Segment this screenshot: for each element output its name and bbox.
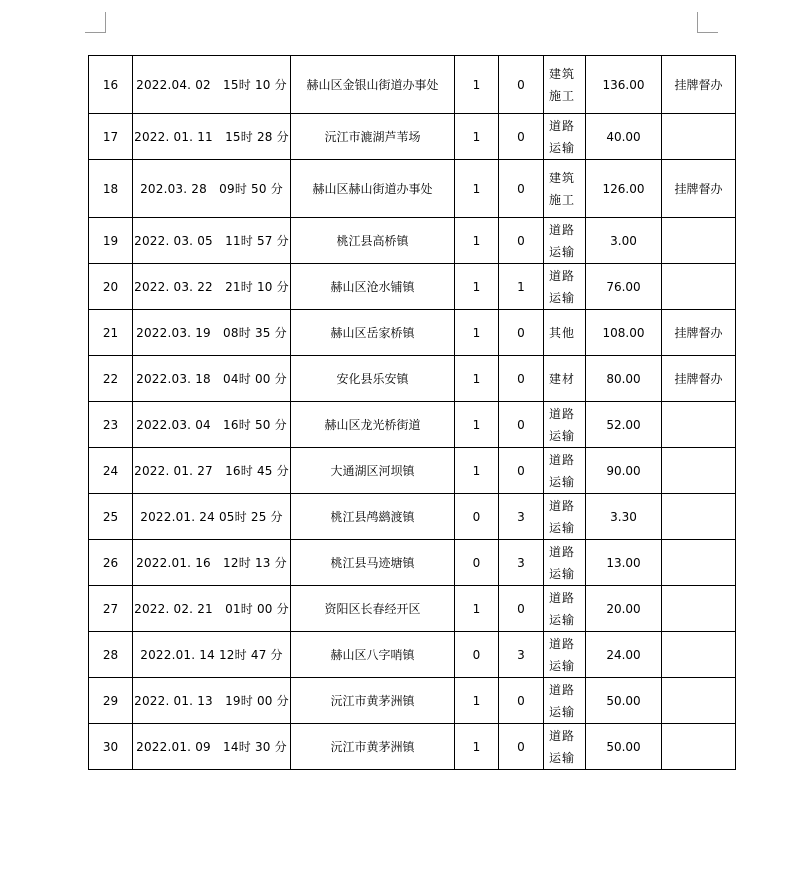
row-number: 23 <box>89 402 133 448</box>
row-value: 13.00 <box>586 540 662 586</box>
row-number: 29 <box>89 678 133 724</box>
row-value: 76.00 <box>586 264 662 310</box>
row-category: 建筑施工 <box>544 160 586 218</box>
row-place: 沅江市漉湖芦苇场 <box>291 114 455 160</box>
row-count-1: 1 <box>455 402 499 448</box>
row-value: 136.00 <box>586 56 662 114</box>
row-note: 挂牌督办 <box>662 56 736 114</box>
row-note: 挂牌督办 <box>662 160 736 218</box>
row-count-1: 1 <box>455 114 499 160</box>
row-note <box>662 724 736 770</box>
row-category: 道路运输 <box>544 218 586 264</box>
row-count-1: 0 <box>455 540 499 586</box>
row-note: 挂牌督办 <box>662 310 736 356</box>
page-corner-mark-left <box>85 12 106 33</box>
row-count-2: 0 <box>499 114 544 160</box>
row-count-1: 0 <box>455 494 499 540</box>
row-number: 21 <box>89 310 133 356</box>
row-number: 18 <box>89 160 133 218</box>
row-time: 2022.01. 09 14时 30 分 <box>133 724 291 770</box>
row-place: 桃江县马迹塘镇 <box>291 540 455 586</box>
table-row <box>89 114 736 160</box>
row-number: 17 <box>89 114 133 160</box>
row-number: 30 <box>89 724 133 770</box>
row-count-2: 3 <box>499 494 544 540</box>
table-row <box>89 356 736 402</box>
table-row <box>89 218 736 264</box>
row-category: 道路运输 <box>544 114 586 160</box>
row-place: 沅江市黄茅洲镇 <box>291 678 455 724</box>
row-place: 桃江县高桥镇 <box>291 218 455 264</box>
row-time: 2022. 03. 22 21时 10 分 <box>133 264 291 310</box>
row-category: 道路运输 <box>544 448 586 494</box>
row-value: 24.00 <box>586 632 662 678</box>
table-row <box>89 310 736 356</box>
row-time: 2022. 02. 21 01时 00 分 <box>133 586 291 632</box>
row-category: 道路运输 <box>544 264 586 310</box>
row-note <box>662 494 736 540</box>
row-count-2: 0 <box>499 160 544 218</box>
row-category: 建材 <box>544 356 586 402</box>
page-corner-mark-right <box>697 12 718 33</box>
table-row <box>89 678 736 724</box>
row-note <box>662 402 736 448</box>
row-count-2: 0 <box>499 56 544 114</box>
row-count-2: 0 <box>499 448 544 494</box>
row-category: 道路运输 <box>544 540 586 586</box>
accident-table <box>88 55 736 770</box>
row-count-1: 0 <box>455 632 499 678</box>
row-count-1: 1 <box>455 448 499 494</box>
row-place: 沅江市黄茅洲镇 <box>291 724 455 770</box>
row-note <box>662 678 736 724</box>
row-value: 52.00 <box>586 402 662 448</box>
row-place: 桃江县鸬鹚渡镇 <box>291 494 455 540</box>
row-number: 24 <box>89 448 133 494</box>
row-count-1: 1 <box>455 356 499 402</box>
row-value: 20.00 <box>586 586 662 632</box>
row-time: 2022.03. 04 16时 50 分 <box>133 402 291 448</box>
row-time: 2022. 01. 27 16时 45 分 <box>133 448 291 494</box>
row-category: 道路运输 <box>544 494 586 540</box>
row-place: 赫山区金银山街道办事处 <box>291 56 455 114</box>
row-time: 2022.03. 19 08时 35 分 <box>133 310 291 356</box>
row-note <box>662 114 736 160</box>
row-count-1: 1 <box>455 724 499 770</box>
table-row <box>89 402 736 448</box>
row-time: 2022.01. 14 12时 47 分 <box>133 632 291 678</box>
table-row <box>89 160 736 218</box>
row-time: 2022.03. 18 04时 00 分 <box>133 356 291 402</box>
row-count-2: 0 <box>499 402 544 448</box>
row-count-2: 0 <box>499 356 544 402</box>
row-place: 资阳区长春经开区 <box>291 586 455 632</box>
row-category: 道路运输 <box>544 724 586 770</box>
table-row <box>89 586 736 632</box>
row-number: 20 <box>89 264 133 310</box>
row-value: 126.00 <box>586 160 662 218</box>
row-category: 道路运输 <box>544 632 586 678</box>
table-row <box>89 540 736 586</box>
row-count-1: 1 <box>455 678 499 724</box>
row-time: 2022.01. 24 05时 25 分 <box>133 494 291 540</box>
row-count-1: 1 <box>455 160 499 218</box>
row-note <box>662 586 736 632</box>
row-number: 25 <box>89 494 133 540</box>
row-count-1: 1 <box>455 264 499 310</box>
row-place: 赫山区岳家桥镇 <box>291 310 455 356</box>
row-value: 108.00 <box>586 310 662 356</box>
row-place: 大通湖区河坝镇 <box>291 448 455 494</box>
row-note <box>662 264 736 310</box>
row-note <box>662 448 736 494</box>
row-number: 27 <box>89 586 133 632</box>
row-place: 安化县乐安镇 <box>291 356 455 402</box>
row-value: 80.00 <box>586 356 662 402</box>
row-number: 22 <box>89 356 133 402</box>
row-note <box>662 632 736 678</box>
row-count-2: 0 <box>499 586 544 632</box>
table-row <box>89 56 736 114</box>
row-place: 赫山区沧水铺镇 <box>291 264 455 310</box>
row-count-2: 1 <box>499 264 544 310</box>
row-note <box>662 540 736 586</box>
row-time: 2022.01. 16 12时 13 分 <box>133 540 291 586</box>
row-value: 3.00 <box>586 218 662 264</box>
row-note <box>662 218 736 264</box>
row-value: 40.00 <box>586 114 662 160</box>
row-time: 2022.04. 02 15时 10 分 <box>133 56 291 114</box>
table-row <box>89 632 736 678</box>
row-count-2: 3 <box>499 632 544 678</box>
row-category: 道路运输 <box>544 586 586 632</box>
row-category: 其他 <box>544 310 586 356</box>
row-place: 赫山区赫山街道办事处 <box>291 160 455 218</box>
row-number: 16 <box>89 56 133 114</box>
row-value: 90.00 <box>586 448 662 494</box>
row-category: 建筑施工 <box>544 56 586 114</box>
row-count-2: 0 <box>499 678 544 724</box>
row-value: 50.00 <box>586 678 662 724</box>
table-row <box>89 448 736 494</box>
table-row <box>89 264 736 310</box>
row-time: 2022. 01. 13 19时 00 分 <box>133 678 291 724</box>
row-number: 19 <box>89 218 133 264</box>
row-value: 50.00 <box>586 724 662 770</box>
row-time: 202.03. 28 09时 50 分 <box>133 160 291 218</box>
table-row <box>89 724 736 770</box>
row-number: 28 <box>89 632 133 678</box>
row-time: 2022. 03. 05 11时 57 分 <box>133 218 291 264</box>
table-row <box>89 494 736 540</box>
row-count-2: 3 <box>499 540 544 586</box>
row-place: 赫山区龙光桥街道 <box>291 402 455 448</box>
row-value: 3.30 <box>586 494 662 540</box>
row-count-1: 1 <box>455 586 499 632</box>
row-count-1: 1 <box>455 56 499 114</box>
row-time: 2022. 01. 11 15时 28 分 <box>133 114 291 160</box>
row-count-2: 0 <box>499 218 544 264</box>
row-category: 道路运输 <box>544 402 586 448</box>
row-category: 道路运输 <box>544 678 586 724</box>
row-count-2: 0 <box>499 310 544 356</box>
row-count-1: 1 <box>455 218 499 264</box>
row-note: 挂牌督办 <box>662 356 736 402</box>
row-place: 赫山区八字哨镇 <box>291 632 455 678</box>
row-count-2: 0 <box>499 724 544 770</box>
row-count-1: 1 <box>455 310 499 356</box>
row-number: 26 <box>89 540 133 586</box>
